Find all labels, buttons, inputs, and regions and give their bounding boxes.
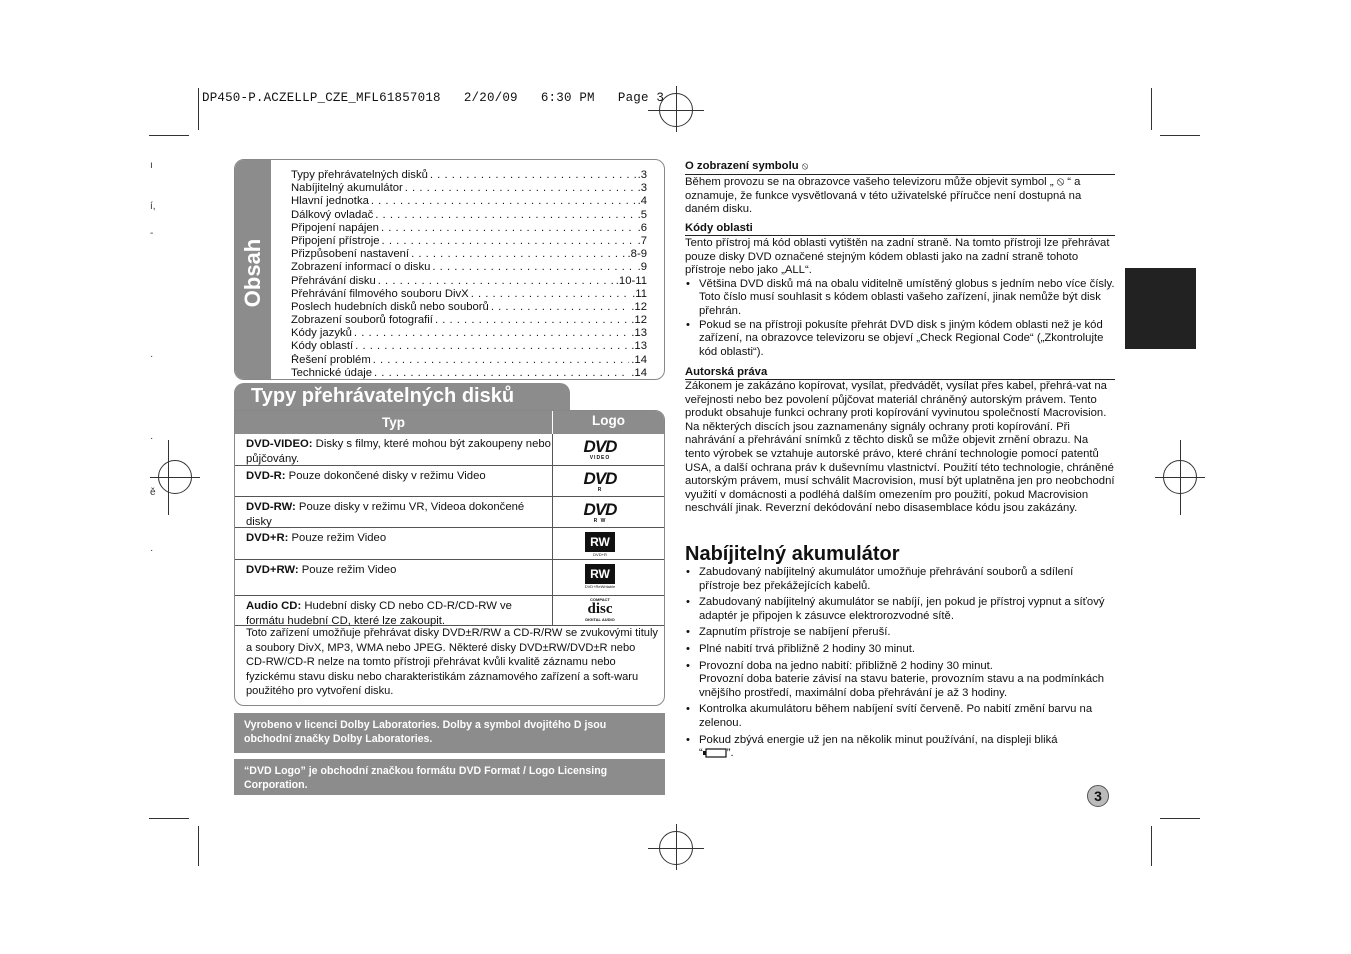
toc-item-title: Typy přehrávatelných disků — [291, 169, 428, 181]
toc-item-title: Technické údaje — [291, 366, 373, 379]
registration-mark — [150, 477, 200, 478]
battery-item-text: Provozní doba na jedno nabití: přibližně 2 hodiny 30 minut. — [699, 659, 993, 672]
disc-desc-text: Pouze dokončené disky v režimu Video — [285, 470, 486, 482]
toc-leader — [371, 195, 636, 208]
toc-item-page: .14 — [631, 366, 647, 379]
column-divider — [552, 497, 553, 527]
column-header-type — [235, 411, 552, 434]
dvd-logo-icon — [575, 501, 625, 524]
logo-text: DVD — [583, 500, 617, 519]
list-item: • Zabudovaný nabíjitelný akumulátor se nabíjí, jen pokud je přístroj vypnut a síťový adaptér je připojen k zásuvce elektrorozvodné sítě. — [685, 596, 1115, 623]
toc-item-page: .5 — [637, 208, 647, 221]
disc-description — [246, 531, 551, 546]
disc-description — [246, 500, 551, 529]
toc-item-page: .9 — [637, 261, 647, 274]
toc-leader — [382, 235, 636, 248]
column-header-logo — [553, 411, 664, 434]
toc-item-page: .8-9 — [627, 248, 647, 261]
disc-name: DVD-RW: — [246, 501, 296, 513]
toc-leader — [411, 248, 625, 261]
symbol-heading — [685, 159, 1115, 175]
page-number: 3 — [1087, 785, 1109, 807]
toc-leader — [491, 301, 629, 314]
compact-disc-logo-icon — [575, 597, 625, 622]
dolby-license-note: Vyrobeno v licenci Dolby Laboratories. Dolby a symbol dvojitého D jsou obchodní značky Dolby Laboratories. — [234, 713, 665, 753]
toc-item — [291, 275, 647, 288]
section-side-tab — [1125, 268, 1196, 349]
copyright-text: Zákonem je zakázáno kopírovat, vysílat, předvádět, vysílat přes kabel, přehrá-vat na veřejnosti nebo bez povolení půjčovat materiál chráněný autorským právem. Tento produkt obsahuje funkci ochrany proti kopírování vyvinutou společností Macrovision. Na některých discích jsou zaznamenány signály ochrany proti kopírování. Při nahrávání a přehrávání snímků z těchto disků se může objevit zrnění obrazu. Na tento výrobek se vztahuje autorské právo, které chrání technologie pomocí patentů USA, a další ochrana práv k duševnímu vlastnictví. Použití této technologie, chráněné autorským právem, musí schválit Macrovision, musí být uplatněna jen pro neobchodní využití v domácnosti a podléhá dalším omezením pro použití, pokud Macrovision neschválí jinak. Reverzní dekódování nebo disasemblace kódu jsou zakázány. — [685, 380, 1115, 515]
logo-subtext: DVD+ReWritable — [584, 584, 616, 589]
list-item: • Plné nabití trvá přibližně 2 hodiny 30 minut. — [685, 643, 1115, 657]
column-divider — [552, 528, 553, 559]
toc-item — [291, 340, 647, 353]
disc-description — [246, 437, 551, 466]
logo-toptext: COMPACT — [590, 597, 610, 602]
logo-subtext: R — [597, 487, 603, 493]
column-divider — [552, 596, 553, 625]
disc-desc-text: Hudební disky CD nebo CD-R/CD-RW ve formátu hudební CD, které lze zakoupit. — [246, 600, 512, 627]
logo-subtext: DIGITAL AUDIO — [585, 617, 615, 622]
toc-item-title: Zobrazení informací o disku — [291, 261, 431, 274]
disc-types-title: Typy přehrávatelných disků — [234, 383, 570, 410]
toc-item-page: .4 — [637, 195, 647, 208]
toc-tab — [235, 160, 271, 380]
copyright-heading: Autorská práva — [685, 365, 1115, 380]
margin-fragment: · — [150, 351, 154, 362]
disc-desc-text: Pouze režim Video — [298, 564, 397, 576]
toc-item — [291, 327, 647, 340]
toc-item-page: .12 — [631, 314, 647, 327]
crop-mark — [1151, 826, 1152, 866]
table-row — [235, 434, 664, 466]
open-quote: “ — [699, 747, 703, 760]
toc-item-title: Řešení problém — [291, 353, 371, 366]
disc-desc-text: Disky s filmy, které mohou být zakoupeny nebo půjčovány. — [246, 438, 551, 465]
toc-leader — [375, 209, 635, 222]
disc-compat-note: Toto zařízení umožňuje přehrávat disky DVD±R/RW a CD-R/RW se zvukovými tituly a soubory DivX, MP3, WMA nebo JPEG. Některé disky DVD±RW/DVD±R nebo CD-RW/CD-R nelze na tomto přístroji přehrávat kvůli kvalitě záznamu nebo fyzickému stavu disku nebo charakteristikám záznamového zařízení a soft-waru použitého pro vytvoření disku. — [246, 627, 658, 697]
disc-name: Audio CD: — [246, 600, 302, 612]
toc-item — [291, 314, 647, 327]
toc-tab-label: Obsah — [240, 238, 265, 308]
disc-types-table — [234, 410, 665, 706]
toc-item — [291, 235, 647, 248]
toc-item-page: .3 — [637, 169, 647, 181]
toc-item — [291, 222, 647, 235]
column-header-logo-label: Logo — [592, 413, 625, 428]
toc-item-title: Dálkový ovladač — [291, 208, 374, 221]
list-item — [685, 734, 1115, 761]
toc-item-page: .6 — [637, 221, 647, 234]
disc-description — [246, 469, 551, 484]
disc-name: DVD+R: — [246, 532, 289, 544]
toc-item-title: Kódy oblastí — [291, 340, 354, 353]
logo-text: DVD — [583, 437, 617, 456]
crop-mark — [1160, 135, 1200, 136]
toc-leader — [373, 354, 630, 367]
registration-mark — [676, 824, 677, 870]
margin-fragment: í, — [150, 201, 156, 212]
list-item: • Pokud se na přístroji pokusíte přehrát DVD disk s jiným kódem oblasti než je kód zařízení, na obrazovce televizoru se objeví „Check Regional Code“ („Zkontrolujte kód oblasti“). — [685, 319, 1115, 360]
registration-mark — [676, 86, 677, 132]
region-heading: Kódy oblasti — [685, 221, 1115, 236]
toc-item-title: Připojení napájen — [291, 221, 379, 234]
toc-item-title: Kódy jazyků — [291, 327, 352, 340]
table-row — [235, 466, 664, 497]
dvd-logo-icon — [575, 470, 625, 493]
toc-item-page: .14 — [631, 353, 647, 366]
battery-section — [685, 566, 1115, 761]
column-divider — [552, 560, 553, 595]
toc-item-title: Poslech hudebních disků nebo souborů — [291, 300, 489, 313]
column-header-type-label: Typ — [382, 415, 405, 430]
disc-name: DVD-R: — [246, 470, 286, 482]
toc-leader — [355, 340, 629, 353]
toc-item — [291, 195, 647, 208]
toc-item — [291, 288, 647, 301]
toc-item-page: .10-11 — [615, 274, 647, 287]
logo-text: RW — [585, 564, 615, 584]
crop-mark — [1160, 818, 1200, 819]
column-divider — [552, 466, 553, 496]
logo-text: RW — [585, 532, 615, 552]
toc-item — [291, 209, 647, 222]
toc-leader — [354, 327, 629, 340]
logo-text: disc — [587, 601, 613, 617]
toc-item-page: .12 — [631, 300, 647, 313]
column-divider — [552, 434, 553, 465]
rw-logo-icon — [575, 532, 625, 558]
toc-item — [291, 169, 647, 182]
toc-item-page: .7 — [637, 234, 647, 247]
logo-subtext: VIDEO — [589, 455, 611, 461]
registration-mark — [1180, 440, 1181, 515]
disc-description — [246, 599, 551, 628]
toc-item — [291, 354, 647, 367]
list-item: • Kontrolka akumulátoru během nabíjení svítí červeně. Po nabití změní barvu na zelenou. — [685, 703, 1115, 730]
toc-leader — [405, 182, 636, 195]
toc-leader — [432, 261, 635, 274]
crop-mark — [1151, 88, 1152, 130]
toc-item-title: Přehrávání disku — [291, 274, 376, 287]
battery-title: Nabíjitelný akumulátor — [685, 543, 900, 565]
crop-mark — [149, 818, 189, 819]
low-battery-icon — [703, 748, 727, 758]
battery-subtext: Provozní doba baterie závisí na stavu baterie, provozním stavu a na podmínkách vnějšího prostředí, maximální doba přehrávání je až 3 hodiny. — [699, 673, 1105, 699]
toc-item-title: Přehrávání filmového souboru DivX — [291, 287, 469, 300]
toc-item — [291, 301, 647, 314]
registration-mark — [168, 440, 169, 515]
margin-fragment: ı — [150, 160, 153, 171]
rw-logo-icon — [575, 564, 625, 590]
logo-subtext: R W — [593, 518, 607, 524]
toc-item-page: .13 — [631, 327, 647, 340]
list-item — [685, 660, 1115, 701]
closing-quote: ”. — [726, 747, 734, 760]
region-section — [685, 237, 1115, 359]
toc-item-title: Nabíjitelný akumulátor — [291, 182, 403, 195]
table-row — [235, 596, 664, 626]
toc-item-title: Zobrazení souborů fotografií — [291, 314, 433, 327]
toc-item-title: Přizpůsobení nastavení — [291, 248, 410, 261]
toc-leader — [435, 314, 629, 327]
toc-item — [291, 182, 647, 195]
crop-mark — [198, 88, 199, 130]
crop-mark — [149, 135, 189, 136]
toc-item — [291, 248, 647, 261]
toc-leader — [378, 275, 614, 288]
region-text: Tento přístroj má kód oblasti vytištěn na zadní straně. Na tomto přístroji lze přehrávat pouze disky DVD označené stejným kódem oblasti jako na zadní straně tohoto přístroje nebo jako „ALL“. — [685, 237, 1110, 277]
disc-name: DVD-VIDEO: — [246, 438, 313, 450]
disc-desc-text: Pouze disky v režimu VR, Videoa dokončené disky — [246, 501, 525, 528]
table-row — [235, 497, 664, 528]
toc-item-title: Hlavní jednotka — [291, 195, 369, 208]
logo-text: DVD — [583, 469, 617, 488]
list-item: • Zapnutím přístroje se nabíjení přeruší. — [685, 626, 1115, 640]
toc-item — [291, 261, 647, 274]
prohibited-symbol-icon: ⦸ — [801, 161, 809, 172]
battery-item-text: Pokud zbývá energie už jen na několik minut používání, na displeji bliká — [699, 733, 1058, 746]
dvd-logo-trademark-note: “DVD Logo” je obchodní značkou formátu DVD Format / Logo Licensing Corporation. — [234, 759, 665, 795]
symbol-heading-text: O zobrazení symbolu — [685, 160, 799, 172]
logo-subtext: DVD+R — [593, 552, 607, 557]
table-row — [235, 528, 664, 560]
margin-fragment: ě — [150, 487, 156, 498]
toc-item-page: .13 — [631, 340, 647, 353]
list-item: • Většina DVD disků má na obalu viditelně umístěný globus s jedním nebo více čísly. Toto číslo musí souhlasit s kódem oblasti vašeho zařízení, jinak nemůže být disk přehrán. — [685, 278, 1115, 319]
disc-description — [246, 563, 551, 578]
toc-item-page: .3 — [637, 182, 647, 195]
symbol-text: Během provozu se na obrazovce vašeho televizoru může objevit symbol „ ⦸ “ a oznamuje, že funkce vysvětlovaná v této uživatelské příručce není dostupná na daném disku. — [685, 176, 1082, 216]
toc-list — [291, 169, 647, 380]
disc-desc-text: Pouze režim Video — [288, 532, 387, 544]
disc-name: DVD+RW: — [246, 564, 299, 576]
margin-fragment: · — [150, 545, 154, 556]
print-header: DP450-P.ACZELLP_CZE_MFL61857018 2/20/09 6:30 PM Page 3 — [202, 91, 665, 105]
toc-leader — [430, 169, 636, 182]
toc-item-title: Připojení přístroje — [291, 234, 380, 247]
dvd-logo-icon — [575, 438, 625, 461]
toc-item — [291, 367, 647, 380]
toc-leader — [381, 222, 636, 235]
margin-fragment: - — [150, 228, 154, 239]
list-item: • Zabudovaný nabíjitelný akumulátor umožňuje přehrávání souborů a sdílení přístroje bez překážejících kabelů. — [685, 566, 1115, 593]
margin-fragment: · — [150, 433, 154, 444]
toc-leader — [374, 367, 629, 380]
toc-item-page: .11 — [632, 287, 647, 300]
table-row — [235, 560, 664, 596]
toc-leader — [471, 288, 630, 301]
table-of-contents — [234, 159, 665, 380]
crop-mark — [198, 826, 199, 866]
